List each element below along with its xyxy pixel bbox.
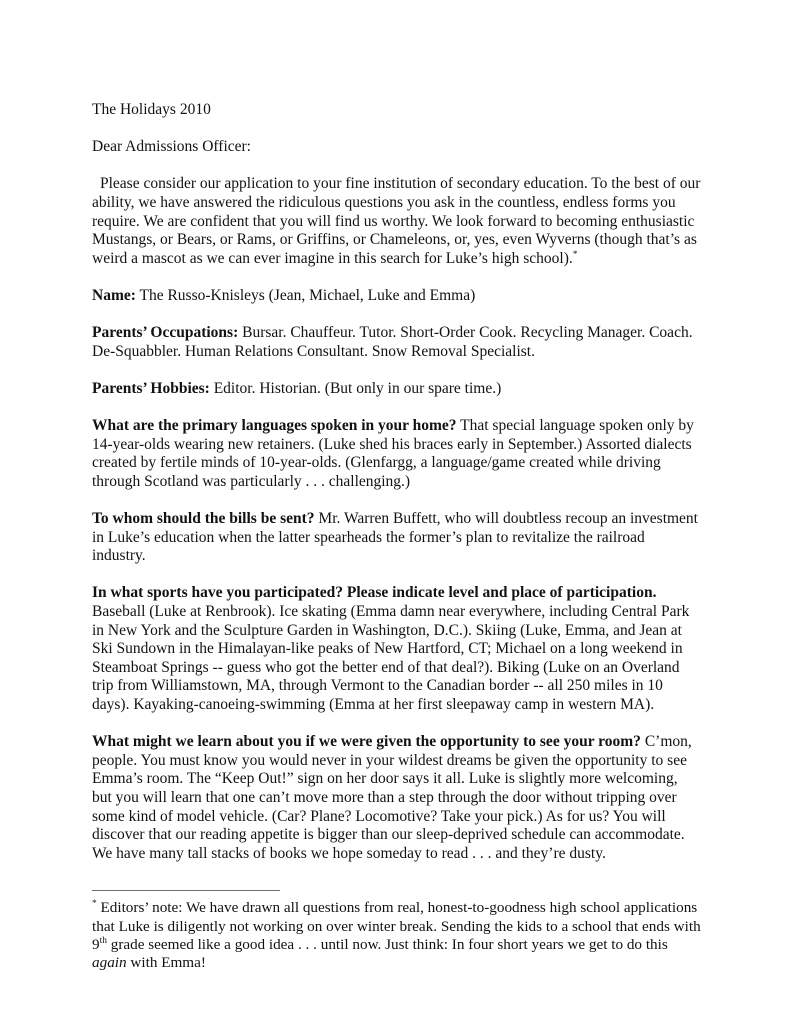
footnote-marker: * [92, 899, 97, 910]
qa-parents-occupations [92, 324, 701, 361]
intro-paragraph [92, 175, 701, 268]
date-line: The Holidays 2010 [92, 101, 211, 118]
qa-name-answer: The Russo-Knisleys (Jean, Michael, Luke and Emma) [135, 286, 476, 304]
qa-primary-languages [92, 417, 701, 491]
qa-bills-label: To whom should the bills be sent? [92, 510, 315, 528]
qa-bills [92, 510, 701, 566]
qa-primary-languages-label: What are the primary languages spoken in your home? [92, 417, 457, 435]
qa-sports-label: In what sports have you participated? Please indicate level and place of participation. [92, 584, 657, 602]
qa-parents-hobbies-label: Parents’ Hobbies: [92, 379, 210, 397]
qa-primary-languages-answer: That special language spoken only by 14-year-olds wearing new retainers. (Luke shed his braces early in September.) Assorted dialects created by fertile minds of 10-year-olds. (Glenfargg, a language/game created while driving through Scotland was particularly . . . challenging.) [92, 417, 694, 490]
qa-parents-hobbies [92, 380, 701, 399]
intro-text: Please consider our application to your fine institution of secondary education. To the best of our ability, we have answered the ridiculous questions you ask in the countless, endless forms you require. We are confident that you will find us worthy. We look forward to becoming enthusiastic Mustangs, or Bears, or Rams, or Griffins, or Chameleons, or, yes, even Wyverns (though that’s as weird a mascot as we can ever imagine in this search for Luke’s high school). [92, 175, 701, 267]
qa-parents-occupations-answer: Bursar. Chauffeur. Tutor. Short-Order Cook. Recycling Manager. Coach. De-Squabbler. Human Relations Consultant. Snow Removal Specialist. [92, 324, 693, 360]
qa-name [92, 287, 701, 306]
qa-sports [92, 584, 701, 714]
qa-room-answer: C’mon, people. You must know you would never in your wildest dreams be given the opportunity to see Emma’s room. The “Keep Out!” sign on her door says it all. Luke is slightly more welcoming, but you will learn that one can’t move more than a step through the door without tripping over some kind of model vehicle. (Car? Plane? Locomotive? Take your pick.) As for us? You will discover that our reading appetite is bigger than our sleep-deprived schedule can accommodate. We have many tall stacks of books we hope someday to read . . . and they’re dusty. [92, 733, 692, 862]
qa-parents-hobbies-answer: Editor. Historian. (But only in our spare time.) [209, 379, 502, 397]
footnote-emphasis: again [92, 954, 127, 972]
qa-parents-occupations-label: Parents’ Occupations: [92, 324, 239, 342]
footnote-separator [92, 890, 280, 891]
qa-room [92, 733, 701, 863]
qa-name-label: Name: [92, 286, 136, 304]
footnote-text-2: grade seemed like a good idea . . . until now. Just think: In four short years we get to do this [106, 935, 668, 953]
salutation: Dear Admissions Officer: [92, 138, 251, 156]
footnote-ordinal-superscript: th [99, 935, 107, 946]
footnote [92, 899, 701, 972]
qa-bills-answer: Mr. Warren Buffett, who will doubtless recoup an investment in Luke’s education when the latter spearheads the former’s plan to revitalize the railroad industry. [92, 510, 698, 565]
footnote-text-3: with Emma! [126, 954, 206, 972]
qa-room-label: What might we learn about you if we were given the opportunity to see your room? [92, 733, 641, 751]
footnote-text-1: Editors’ note: We have drawn all questions from real, honest-to-goodness high school applications that Luke is diligently not working on over winter break. Sending the kids to a school that ends with 9 [92, 899, 701, 953]
qa-sports-answer: Baseball (Luke at Renbrook). Ice skating (Emma damn near everywhere, including Central Park in New York and the Sculpture Garden in Washington, D.C.). Skiing (Luke, Emma, and Jean at Ski Sundown in the Himalayan-like peaks of New Hartford, CT; Michael on a long weekend in Steamboat Springs -- guess who got the better end of that deal?). Biking (Luke on an Overland trip from Williamstown, MA, through Vermont to the Canadian border -- all 250 miles in 10 days). Kayaking-canoeing-swimming (Emma at her first sleepaway camp in western MA). [92, 603, 690, 713]
footnote-reference-mark: * [572, 248, 578, 260]
